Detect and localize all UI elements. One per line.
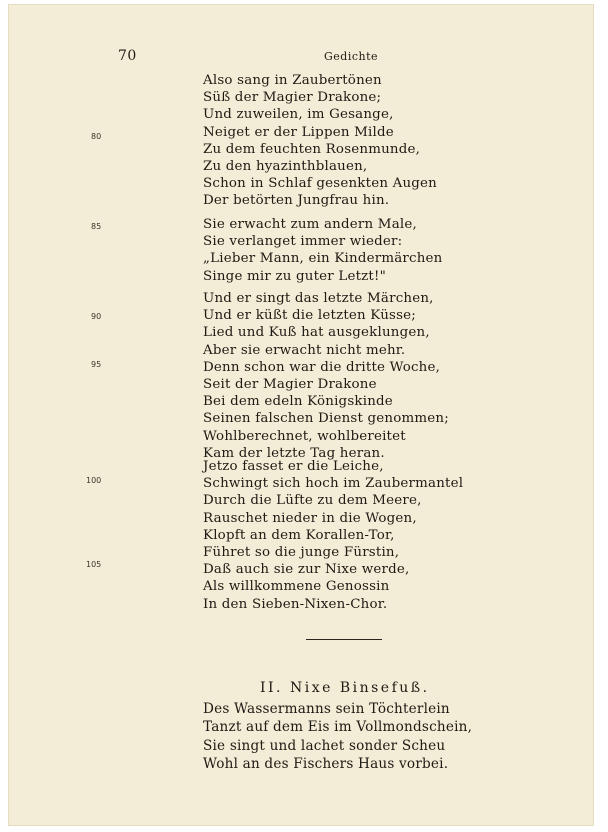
verse-line: Der betörten Jungfrau hin. (203, 193, 390, 209)
verse-line: Durch die Lüfte zu dem Meere, (203, 493, 422, 509)
stanza (203, 458, 463, 613)
verse-line: Des Wassermanns sein Töchterlein (203, 701, 450, 717)
verse-line: Seit der Magier Drakone (203, 376, 377, 392)
verse-line: Sie singt und lachet sonder Scheu (203, 737, 446, 754)
page-number: 70 (118, 48, 137, 64)
verse-line: Singe mir zu guter Letzt!" (203, 268, 386, 284)
line-number: 85 (91, 222, 102, 231)
line-number: 105 (86, 560, 102, 569)
verse-line: Sie erwacht zum andern Male, (203, 217, 417, 232)
line-number: 90 (91, 312, 102, 321)
verse-line: Aber sie erwacht nicht mehr. (203, 342, 406, 358)
verse-line: Und er singt das letzte Märchen, (203, 291, 434, 306)
verse-line: Daß auch sie zur Nixe werde, (203, 562, 410, 578)
verse-line: In den Sieben-Nixen-Chor. (203, 596, 388, 612)
line-number: 95 (91, 360, 102, 369)
verse-line: Also sang in Zaubertönen (203, 73, 382, 88)
verse-line: Neiget er der Lippen Milde (203, 124, 394, 140)
verse-line: Denn schon war die dritte Woche, (203, 359, 441, 375)
stanza (203, 290, 449, 462)
line-number: 80 (91, 132, 102, 141)
verse-line: Tanzt auf dem Eis im Vollmondschein, (203, 719, 473, 736)
stanza (203, 72, 437, 210)
verse-line: Schwingt sich hoch im Zaubermantel (203, 476, 464, 492)
verse-line: Sie verlanget immer wieder: (203, 234, 403, 250)
stanza (203, 216, 443, 285)
verse-line: „Lieber Mann, ein Kindermärchen (203, 251, 443, 267)
verse-line: Wohlberechnet, wohlbereitet (203, 428, 406, 444)
verse-line: Lied und Kuß hat ausgeklungen, (203, 325, 430, 341)
verse-line: Und zuweilen, im Gesange, (203, 107, 394, 123)
verse-line: Seinen falschen Dienst genommen; (203, 411, 449, 427)
verse-line: Zu dem feuchten Rosenmunde, (203, 141, 421, 157)
verse-line: Bei dem edeln Königskinde (203, 394, 393, 410)
verse-line: Zu den hyazinthblauen, (203, 158, 368, 174)
verse-line: Wohl an des Fischers Haus vorbei. (203, 756, 449, 773)
running-head: Gedichte (324, 50, 379, 63)
section-title: II. Nixe Binsefuß. (260, 680, 430, 696)
verse-line: Als willkommene Genossin (203, 579, 390, 595)
book-page (8, 4, 594, 826)
verse-line: Süß der Magier Drakone; (203, 90, 382, 106)
stanza (203, 700, 472, 774)
verse-line: Und er küßt die letzten Küsse; (203, 308, 417, 324)
verse-line: Jetzo fasset er die Leiche, (203, 459, 384, 474)
verse-line: Klopft an dem Korallen-Tor, (203, 527, 395, 543)
line-number: 100 (86, 476, 102, 485)
section-divider (306, 639, 382, 640)
verse-line: Führet so die junge Fürstin, (203, 544, 400, 560)
verse-line: Rauschet nieder in die Wogen, (203, 510, 417, 526)
verse-line: Schon in Schlaf gesenkten Augen (203, 176, 438, 192)
verse-line: Kam der letzte Tag heran. (203, 445, 385, 461)
